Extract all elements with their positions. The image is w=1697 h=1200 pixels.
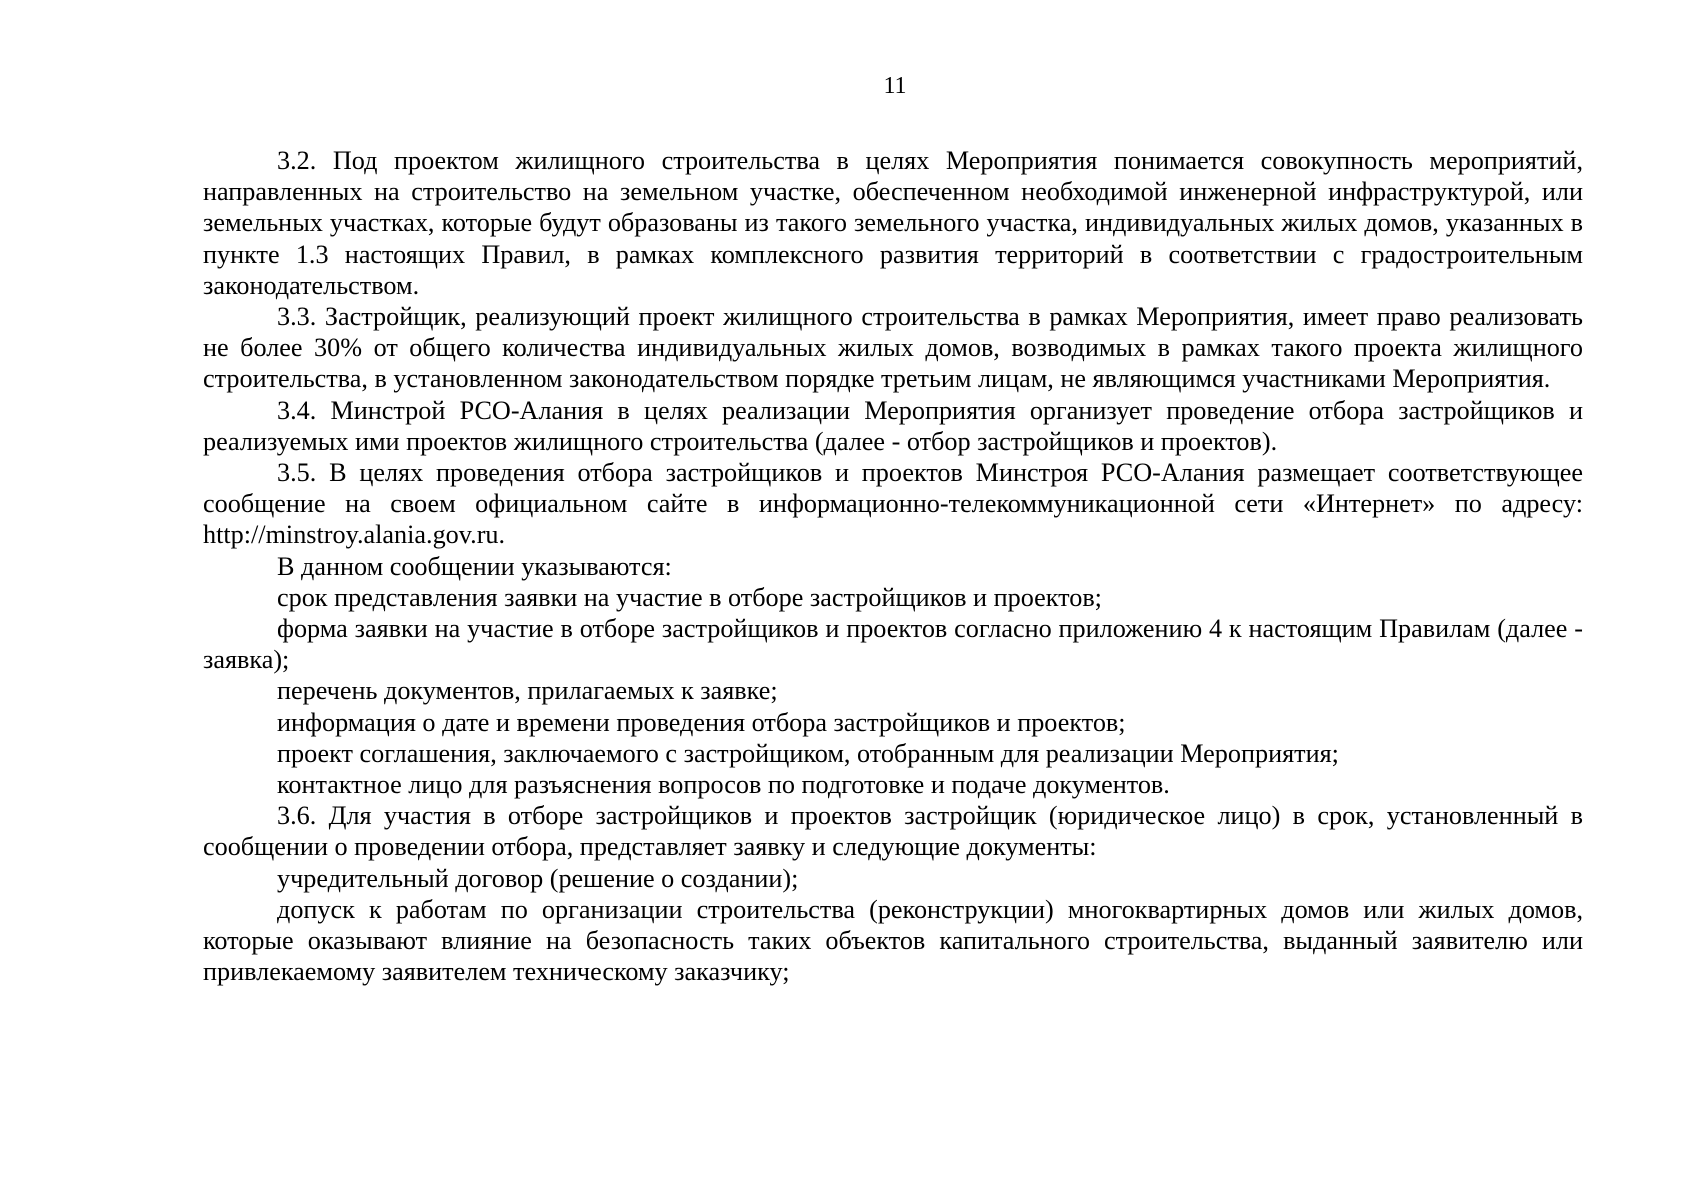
- paragraph-3-4: 3.4. Минстрой РСО-Алания в целях реализации Мероприятия организует проведение отбора застройщиков и реализуемых ими проектов жилищного строительства (далее - отбор застройщиков и проектов).: [203, 395, 1583, 456]
- document-body: [203, 145, 1583, 987]
- paragraph-3-3: 3.3. Застройщик, реализующий проект жилищного строительства в рамках Мероприятия, имеет право реализовать не более 30% от общего количества индивидуальных жилых домов, возводимых в рамках такого проекта жилищного строительства, в установленном законодательством порядке третьим лицам, не являющимся участниками Мероприятия.: [203, 302, 1583, 394]
- list-item-contact-person: контактное лицо для разъяснения вопросов по подготовке и подаче документов.: [277, 770, 1170, 800]
- list-item-date-time: информация о дате и времени проведения отбора застройщиков и проектов;: [277, 707, 1126, 737]
- list-item-documents-list: перечень документов, прилагаемых к заявке;: [277, 676, 778, 706]
- paragraph-3-5: 3.5. В целях проведения отбора застройщиков и проектов Минстроя РСО-Алания размещает соответствующее сообщение на своем официальном сайте в информационно-телекоммуникационной сети «Интернет» по адресу: http://minstroy.alania.gov.ru.: [203, 458, 1583, 550]
- paragraph-message-intro: В данном сообщении указываются:: [277, 551, 672, 581]
- list-item-application-form: форма заявки на участие в отборе застройщиков и проектов согласно приложению 4 к настоящим Правилам (далее - заявка);: [203, 614, 1583, 675]
- paragraph-3-6: 3.6. Для участия в отборе застройщиков и проектов застройщик (юридическое лицо) в срок, установленный в сообщении о проведении отбора, представляет заявку и следующие документы:: [203, 801, 1583, 862]
- list-item-work-permit: допуск к работам по организации строительства (реконструкции) многоквартирных домов или жилых домов, которые оказывают влияние на безопасность таких объектов капитального строительства, выданный заявителю или привлекаемому заявителем техническому заказчику;: [203, 894, 1583, 987]
- page-number: 11: [883, 73, 907, 99]
- list-item-deadline: срок представления заявки на участие в отборе застройщиков и проектов;: [277, 582, 1102, 612]
- list-item-founding-agreement: учредительный договор (решение о создании);: [277, 863, 799, 893]
- paragraph-3-2: 3.2. Под проектом жилищного строительства в целях Мероприятия понимается совокупность мероприятий, направленных на строительство на земельном участке, обеспеченном необходимой инженерной инфраструктурой, или земельных участках, которые будут образованы из такого земельного участка, индивидуальных жилых домов, указанных в пункте 1.3 настоящих Правил, в рамках комплексного развития территорий в соответствии с градостроительным законодательством.: [203, 146, 1583, 300]
- list-item-agreement-draft: проект соглашения, заключаемого с застройщиком, отобранным для реализации Мероприятия;: [277, 738, 1339, 768]
